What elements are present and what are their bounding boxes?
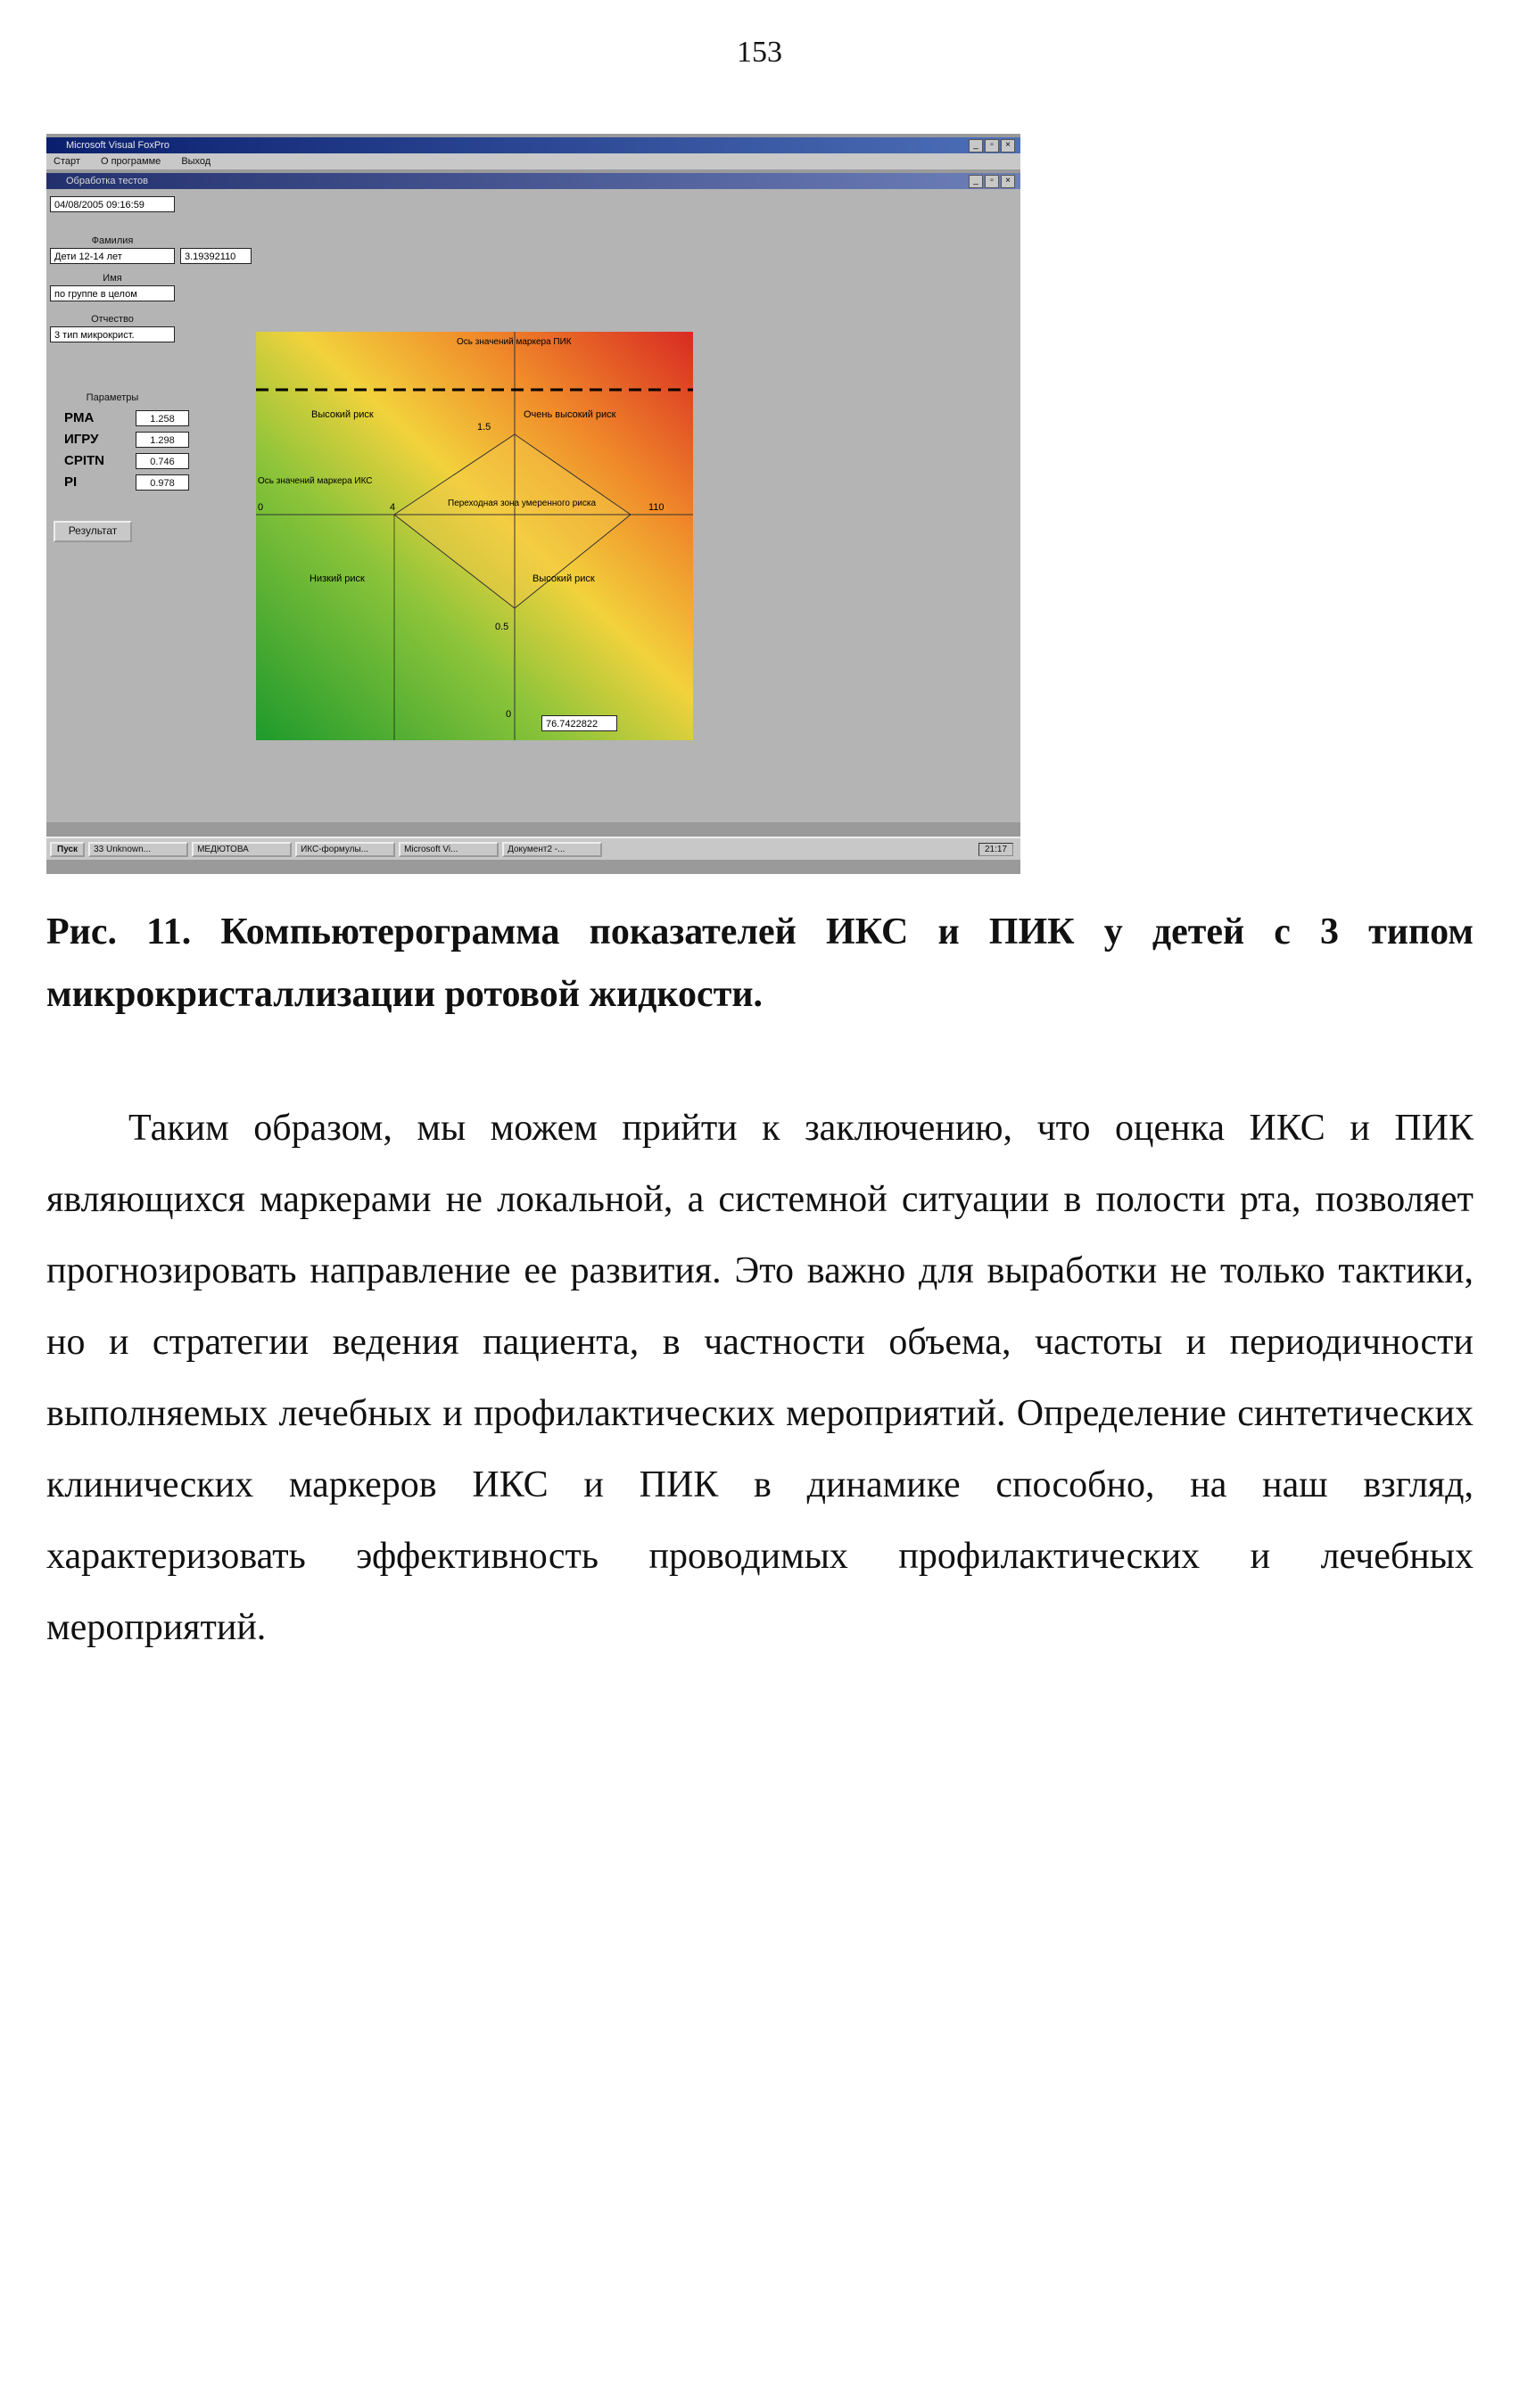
taskbar-clock: 21:17 (978, 843, 1013, 856)
datetime-field: 04/08/2005 09:16:59 (50, 196, 175, 212)
menu-item-exit[interactable]: Выход (181, 156, 211, 167)
patronymic-label: Отчество (91, 314, 134, 325)
tick-110: 110 (648, 502, 665, 513)
param-value-pma[interactable]: 1.258 (136, 410, 189, 426)
figure-caption: Рис. 11. Компьютерограмма показателей ИКС и ПИК у детей с 3 типом микрокристаллизации ротовой жидкости. (46, 911, 1474, 1015)
patronymic-input[interactable]: 3 тип микрокрист. (50, 326, 175, 342)
tick-0-left: 0 (258, 502, 264, 513)
minimize-icon[interactable]: _ (969, 139, 983, 153)
body-paragraph: Таким образом, мы можем прийти к заключению, что оценка ИКС и ПИК являющихся маркерами не локальной, а системной ситуации в полости рта, позволяет прогнозировать направление ее развития. Это важно для выработки не только тактики, но и стратегии ведения пациента, в частности объема, частоты и периодичности выполняемых лечебных и профилактических мероприятий. Определение синтетических клинических маркеров ИКС и ПИК в динамике способно, на наш взгляд, характеризовать эффективность проводимых профилактических и лечебных мероприятий. (46, 1108, 1474, 1648)
restore-icon[interactable]: ▫ (985, 175, 999, 188)
zone-very-high-label: Очень высокий риск (524, 409, 616, 420)
taskbar-item[interactable]: МЕДЮТОВА (192, 842, 292, 857)
risk-diagram (256, 332, 693, 740)
params-label: Параметры (86, 392, 139, 403)
app-title: Microsoft Visual FoxPro (66, 140, 169, 151)
param-label-pma: PMA (64, 410, 95, 425)
param-value-pi[interactable]: 0.978 (136, 474, 189, 491)
window-controls (969, 139, 1015, 153)
zone-high-label: Высокий риск (311, 409, 374, 420)
iks-value-field: 3.19392110 (180, 248, 252, 264)
param-value-cpitn[interactable]: 0.746 (136, 453, 189, 469)
tick-0-5: 0.5 (495, 622, 509, 632)
iks-axis-label: Ось значений маркера ИКС (258, 476, 373, 486)
minimize-icon[interactable]: _ (969, 175, 983, 188)
taskbar (46, 837, 1020, 860)
zone-high2-label: Высокий риск (532, 573, 595, 584)
name-input[interactable]: по группе в целом (50, 285, 175, 301)
zone-low-label: Низкий риск (310, 573, 365, 584)
zone-transition-label: Переходная зона умеренного риска (448, 499, 597, 508)
surname-input[interactable]: Дети 12-14 лет (50, 248, 175, 264)
name-label: Имя (103, 273, 122, 284)
pik-axis-label: Ось значений маркера ПИК (457, 337, 572, 347)
taskbar-item[interactable]: Документ2 -... (502, 842, 602, 857)
taskbar-item[interactable]: ИКС-формулы... (295, 842, 395, 857)
param-label-pi: PI (64, 474, 78, 490)
child-window-titlebar (46, 173, 1020, 189)
taskbar-item[interactable]: Microsoft Vi... (399, 842, 499, 857)
tick-0-bottom: 0 (506, 709, 512, 720)
param-label-cpitn: CPITN (64, 453, 104, 468)
surname-label: Фамилия (91, 235, 134, 246)
param-label-igru: ИГРУ (64, 432, 99, 447)
child-window-controls (969, 175, 1015, 188)
menu-item-start[interactable]: Старт (54, 156, 80, 167)
menu-item-about[interactable]: О программе (100, 156, 161, 167)
tick-1-5: 1.5 (477, 422, 491, 433)
app-titlebar (46, 137, 1020, 153)
start-button[interactable]: Пуск (50, 842, 85, 857)
menu-bar (46, 153, 1020, 169)
close-icon[interactable]: × (1001, 139, 1015, 153)
page-number: 153 (737, 36, 782, 69)
pik-value-field: 76.7422822 (541, 715, 617, 731)
software-screenshot (46, 134, 1020, 874)
window-title: Обработка тестов (66, 176, 148, 186)
result-button[interactable]: Результат (54, 521, 132, 542)
taskbar-item[interactable]: 33 Unknown... (88, 842, 188, 857)
param-value-igru[interactable]: 1.298 (136, 432, 189, 448)
close-icon[interactable]: × (1001, 175, 1015, 188)
tick-4: 4 (390, 502, 396, 513)
restore-icon[interactable]: ▫ (985, 139, 999, 153)
